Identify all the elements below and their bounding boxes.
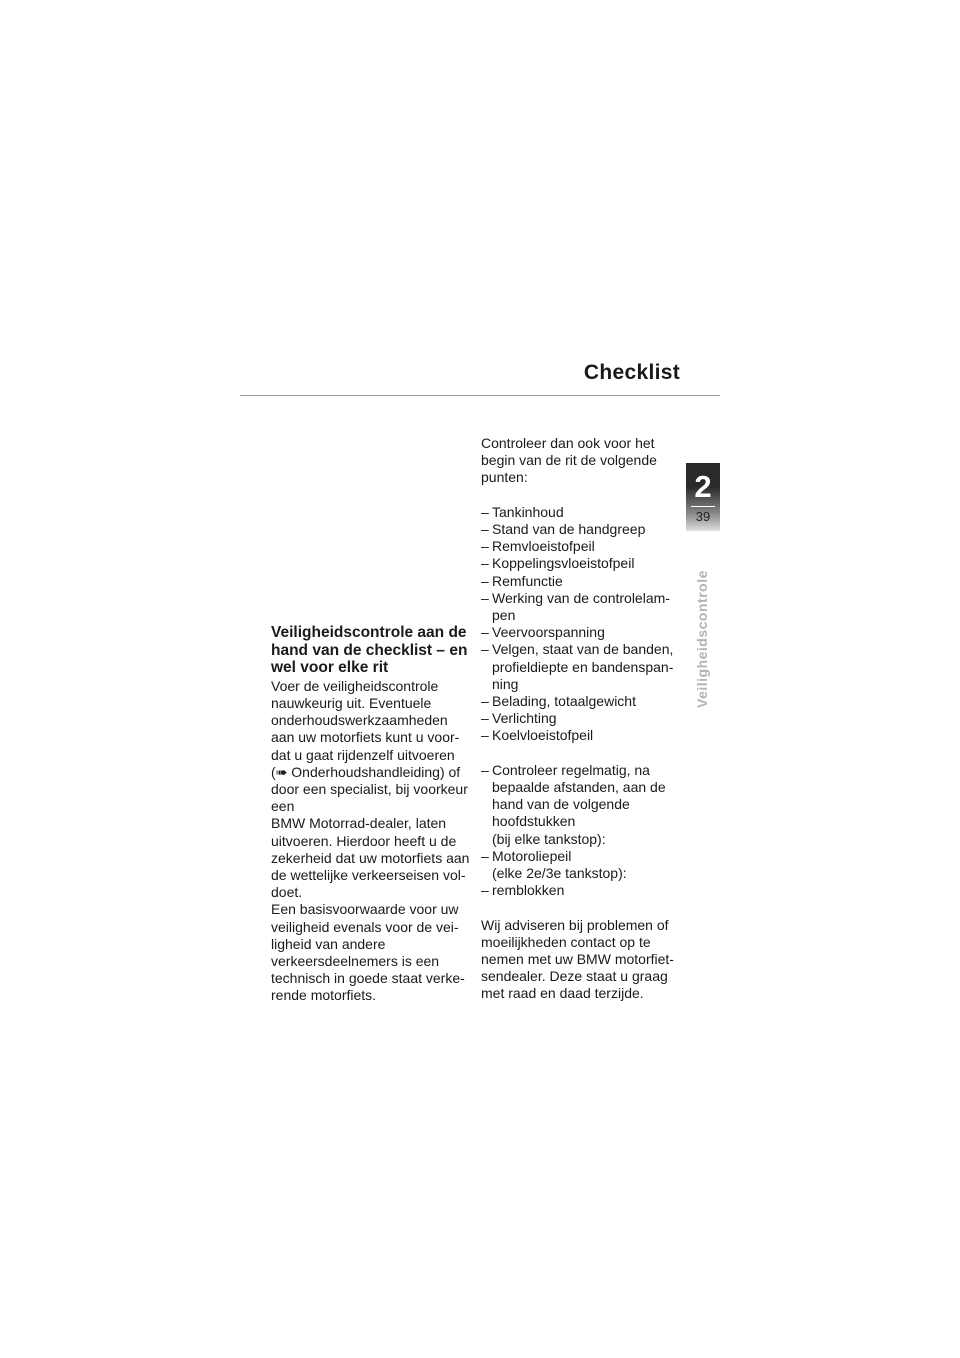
text-line: onderhoudswerkzaamheden (271, 712, 448, 729)
text-line: veiligheid evenals voor de vei- (271, 918, 459, 935)
list-dash: – (481, 555, 489, 572)
list-item (481, 624, 681, 641)
list-item-continuation: profieldiepte en bandenspan- (492, 658, 674, 675)
list-item-continuation: (bij elke tankstop): (492, 830, 606, 847)
list-dash: – (481, 538, 489, 555)
list-dash: – (481, 693, 489, 710)
text-line: een (271, 798, 295, 815)
page-title: Checklist (583, 361, 680, 384)
list-item-text: Tankinhoud (492, 503, 564, 520)
text-line: nauwkeurig uit. Eventuele (271, 694, 432, 711)
left-column (271, 624, 471, 1005)
text-line: door een specialist, bij voorkeur (271, 781, 468, 797)
text-line: begin van de rit de volgende (481, 452, 657, 469)
text-line: met raad en daad terzijde. (481, 985, 644, 1002)
text-line: verkeersdeelnemers is een (271, 953, 440, 970)
text-line: Controleer dan ook voor het (481, 435, 655, 451)
list-dash: – (481, 847, 489, 864)
text-line: (➠ Onderhoudshandleiding) of (271, 763, 461, 780)
list-item (481, 710, 681, 727)
list-item (481, 573, 681, 590)
checklist (481, 504, 681, 745)
page-number: 39 (695, 509, 711, 524)
text-line: de wettelijke verkeerseisen vol- (271, 867, 466, 884)
list-item-continuation: pen (492, 607, 516, 624)
list-item-text: Veervoorspanning (492, 624, 605, 641)
text-line: doet. (271, 884, 303, 901)
list-item (481, 538, 681, 555)
text-line: BMW Motorrad-dealer, laten (271, 815, 447, 832)
heading-line: hand van de checklist – en (271, 641, 468, 659)
title-rule (240, 395, 720, 396)
list-item (481, 693, 681, 710)
list-item (481, 727, 681, 744)
list-item (481, 590, 681, 624)
text-line: sendealer. Deze staat u graag (481, 968, 668, 985)
list-dash: – (481, 761, 489, 778)
text-line: technisch in goede staat verke- (271, 970, 465, 987)
list-item (481, 521, 681, 538)
heading-line: Veiligheidscontrole aan de (271, 624, 467, 641)
text-line: punten: (481, 469, 528, 486)
list-dash: – (481, 882, 489, 899)
list-item-continuation: hand van de volgende (492, 796, 630, 813)
text-line: nemen met uw BMW motorfiet- (481, 951, 674, 968)
list-item-continuation: bepaalde afstanden, aan de (492, 779, 666, 796)
list-item-text: Remvloeistofpeil (492, 538, 595, 555)
list-item-text: Belading, totaalgewicht (492, 693, 636, 710)
list-item (481, 848, 681, 882)
intro-text (481, 435, 681, 487)
heading-line: wel voor elke rit (271, 659, 389, 677)
text-line: ligheid van andere (271, 935, 386, 952)
list-dash: – (481, 503, 489, 520)
text-line: Wij adviseren bij problemen of (481, 916, 669, 933)
list-dash: – (481, 521, 489, 537)
right-column (481, 435, 681, 1003)
text-line: Voer de veiligheidscontrole (271, 677, 439, 694)
list-dash: – (481, 710, 489, 727)
list-item-continuation: ning (492, 675, 519, 692)
closing-text (481, 917, 681, 1003)
list-item-continuation: (elke 2e/3e tankstop): (492, 865, 627, 882)
text-line: aan uw motorfiets kunt u voor- (271, 729, 460, 746)
list-item-text: remblokken (492, 882, 565, 899)
text-line: zekerheid dat uw motorfiets aan (271, 849, 470, 866)
section-heading (271, 624, 471, 677)
list-item-continuation: hoofdstukken (492, 813, 576, 830)
body-text (271, 678, 471, 1005)
list-item-text: Motoroliepeil (492, 847, 572, 864)
text-line: Een basisvoorwaarde voor uw (271, 901, 459, 918)
text-line: dat u gaat rijdenzelf uitvoeren (271, 746, 455, 763)
list-item-text: Koelvloeistofpeil (492, 727, 594, 744)
list-item-text: Werking van de controlelam- (492, 589, 670, 606)
text-line: rende motorfiets. (271, 987, 377, 1004)
list-dash: – (481, 624, 489, 641)
list-item (481, 762, 681, 848)
list-item-text: Stand van de handgreep (492, 521, 646, 537)
periodic-checklist (481, 762, 681, 900)
list-item-text: Velgen, staat van de banden, (492, 641, 674, 658)
list-item-text: Controleer regelmatig, na (492, 761, 650, 778)
list-item (481, 882, 681, 899)
list-item-text: Remfunctie (492, 572, 563, 589)
list-item-text: Koppelingsvloeistofpeil (492, 555, 635, 572)
chapter-number: 2 (694, 469, 712, 504)
list-dash: – (481, 589, 489, 606)
list-item-text: Verlichting (492, 710, 557, 727)
list-dash: – (481, 572, 489, 589)
chapter-divider (691, 506, 715, 507)
text-line: uitvoeren. Hierdoor heeft u de (271, 832, 457, 849)
list-item (481, 504, 681, 521)
list-item (481, 641, 681, 693)
list-item (481, 555, 681, 572)
text-line: moeilijkheden contact op te (481, 933, 651, 950)
section-label: Veiligheidscontrole (694, 570, 710, 708)
list-dash: – (481, 641, 489, 658)
list-dash: – (481, 727, 489, 744)
